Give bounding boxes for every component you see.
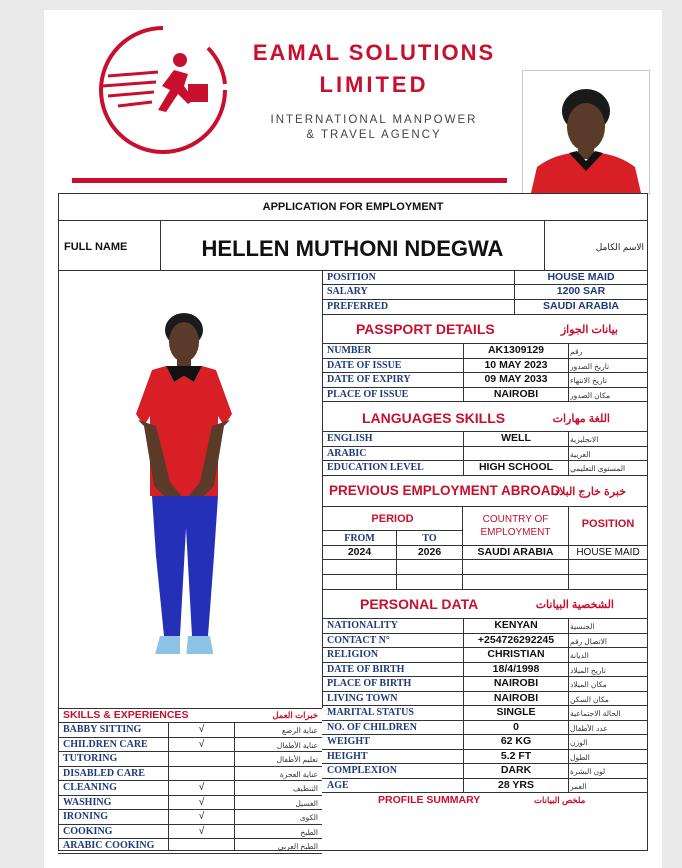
skill-label: COOKING: [63, 825, 113, 837]
skill-ar: عناية الرضع: [281, 726, 318, 735]
personal-rows-value: KENYAN: [494, 619, 538, 631]
country-header-l1: COUNTRY OF: [482, 514, 549, 525]
personal-rows-value: CHRISTIAN: [487, 648, 545, 660]
skills-title-ar: خبرات العمل: [272, 710, 318, 720]
personal-rows-label: AGE: [327, 779, 349, 791]
personal-rows-ar: الطول: [570, 752, 590, 762]
row-line: [322, 446, 648, 447]
personal-rows-value: NAIROBI: [493, 691, 539, 704]
skill-label: IRONING: [63, 811, 109, 822]
personal-rows-value: 62 KG: [500, 735, 532, 747]
form-title: APPLICATION FOR EMPLOYMENT: [262, 201, 444, 213]
personal-rows-label: PLACE OF BIRTH: [327, 678, 412, 689]
company-tagline2: & TRAVEL AGENCY: [306, 129, 442, 141]
full-name-value: HELLEN MUTHONI NDEGWA: [201, 236, 504, 261]
skill-label: BABBY SITTING: [63, 724, 142, 735]
skill-ar: الغسيل: [295, 798, 318, 808]
job-position-value: HOUSE MAID: [547, 271, 615, 283]
skill-check: √: [198, 724, 205, 735]
prev-position: HOUSE MAID: [576, 547, 640, 558]
personal-rows-ar: الوزن: [570, 738, 588, 747]
passport-section-title-ar: بيانات الجواز: [560, 324, 618, 336]
col-line: [463, 343, 464, 401]
personal-rows-ar: العمر: [570, 781, 587, 791]
passport-rows-label: NUMBER: [327, 345, 372, 356]
full-name-label: FULL NAME: [64, 241, 128, 253]
prev-from: 2024: [347, 546, 372, 558]
languages-section-title-ar: اللغة مهارات: [552, 413, 610, 425]
personal-rows-ar: الجنسية: [570, 622, 595, 631]
personal-rows-ar: الاتصال رقم: [570, 636, 607, 646]
skill-label: CLEANING: [63, 782, 117, 793]
skill-ar: الطبخ العربي: [277, 842, 318, 851]
language-rows-label: ARABIC: [327, 447, 367, 459]
header-red-bar: [72, 178, 507, 183]
language-rows-label: ENGLISH: [327, 433, 373, 444]
position-header: POSITION: [581, 518, 635, 530]
personal-rows-label: NO. OF CHILDREN: [327, 721, 417, 733]
language-rows-label: EDUCATION LEVEL: [327, 462, 424, 473]
personal-rows-label: LIVING TOWN: [327, 692, 398, 704]
skill-ar: الطبخ: [300, 827, 318, 837]
company-name-line1: EAMAL SOLUTIONS: [252, 40, 496, 65]
passport-rows-label: PLACE OF ISSUE: [327, 388, 409, 400]
period-header: PERIOD: [371, 513, 414, 525]
skill-ar: عناية العجزة: [279, 769, 318, 779]
passport-rows-label: DATE OF ISSUE: [327, 359, 402, 371]
skill-check: √: [198, 738, 205, 750]
passport-section-title: PASSPORT DETAILS: [356, 321, 495, 337]
personal-rows-value: 28 YRS: [498, 778, 534, 791]
company-logo: [88, 24, 238, 154]
personal-rows-label: DATE OF BIRTH: [327, 663, 405, 675]
skill-check: √: [198, 811, 205, 822]
job-position-label: POSITION: [327, 272, 376, 283]
language-rows-ar: المستوى التعليمي: [570, 464, 626, 473]
col-line: [568, 618, 569, 792]
company-name-line2: LIMITED: [319, 72, 429, 97]
passport-rows-ar: مكان الصدور: [570, 390, 611, 400]
job-preferred-label: PREFERRED: [327, 301, 389, 312]
language-rows-value: HIGH SCHOOL: [478, 461, 554, 473]
previous-employment-title-ar: خبرة خارج البلاد: [554, 486, 626, 498]
skills-title: SKILLS & EXPERIENCES: [63, 709, 189, 721]
personal-rows-ar: الحالة الاجتماعية: [570, 709, 621, 718]
job-salary-label: SALARY: [327, 286, 368, 297]
skill-label: CHILDREN CARE: [63, 738, 148, 750]
personal-rows-value: 18/4/1998: [492, 662, 540, 675]
skill-ar: عناية الأطفال: [276, 740, 318, 750]
prev-to: 2026: [417, 546, 442, 558]
prev-country: SAUDI ARABIA: [477, 546, 554, 558]
personal-rows-label: HEIGHT: [327, 750, 368, 762]
skill-check: √: [198, 782, 205, 793]
personal-rows-ar: عدد الأطفال: [570, 723, 608, 733]
personal-rows-ar: لون البشرة: [570, 767, 606, 776]
personal-rows-label: MARITAL STATUS: [327, 707, 414, 718]
country-header-l2: EMPLOYMENT: [480, 527, 551, 538]
row-line: [322, 792, 648, 793]
personal-section-title-ar: الشخصية البيانات: [535, 599, 614, 611]
passport-photo: [522, 70, 650, 194]
skill-label: ARABIC COOKING: [63, 840, 155, 851]
passport-rows-value: NAIROBI: [493, 387, 539, 400]
previous-employment-title: PREVIOUS EMPLOYMENT ABROAD: [329, 483, 561, 498]
passport-rows-ar: رقم: [570, 347, 583, 356]
row-line: [58, 853, 322, 854]
passport-rows-ar: تاريخ الانتهاء: [570, 376, 607, 385]
passport-rows-ar: تاريخ الصدور: [570, 361, 610, 371]
language-rows-value: WELL: [501, 432, 531, 444]
skill-check: √: [198, 796, 205, 808]
row-line: [322, 401, 648, 402]
skill-ar: التنظيف: [292, 784, 318, 793]
full-body-photo: [114, 306, 254, 676]
languages-section-title: LANGUAGES SKILLS: [362, 410, 506, 426]
personal-rows-ar: مكان السكن: [570, 694, 609, 704]
personal-rows-label: COMPLEXION: [327, 765, 397, 776]
personal-rows-label: WEIGHT: [327, 736, 370, 747]
personal-rows-label: NATIONALITY: [327, 620, 398, 631]
personal-rows-ar: مكان الميلاد: [570, 680, 607, 689]
skill-label: TUTORING: [63, 753, 118, 764]
row-line: [322, 475, 648, 476]
personal-rows-value: SINGLE: [496, 706, 536, 718]
personal-rows-value: +254726292245: [477, 633, 555, 646]
job-salary-value: 1200 SAR: [556, 285, 606, 297]
to-header: TO: [422, 533, 437, 544]
passport-rows-value: 10 MAY 2023: [484, 358, 548, 371]
passport-rows-value: 09 MAY 2033: [484, 373, 548, 385]
col-line: [568, 431, 569, 475]
passport-rows-label: DATE OF EXPIRY: [327, 374, 411, 385]
application-page: [44, 10, 662, 868]
skill-ar: الكوى: [299, 813, 318, 822]
col-line: [463, 431, 464, 475]
language-rows-ar: الانجليزية: [570, 435, 599, 444]
skill-label: WASHING: [63, 796, 112, 808]
skill-ar: تعليم الأطفال: [276, 755, 318, 764]
profile-summary-ar: ملخص البيانات: [534, 795, 586, 805]
personal-rows-ar: الديانة: [570, 651, 589, 660]
skill-check: √: [198, 825, 205, 837]
personal-rows-value: NAIROBI: [493, 677, 539, 689]
col-line: [463, 618, 464, 792]
personal-rows-value: DARK: [500, 764, 532, 776]
passport-rows-value: AK1309129: [487, 344, 545, 356]
personal-rows-label: CONTACT N°: [327, 634, 390, 646]
personal-rows-label: RELIGION: [327, 649, 379, 660]
personal-rows-value: 5.2 FT: [500, 749, 532, 762]
full-name-ar: الاسم الكامل: [595, 242, 644, 252]
language-rows-ar: العربية: [570, 449, 591, 459]
personal-rows-value: 0: [513, 720, 519, 733]
from-header: FROM: [344, 533, 375, 544]
personal-rows-ar: تاريخ الميلاد: [570, 665, 606, 675]
personal-section-title: PERSONAL DATA: [360, 596, 479, 612]
company-tagline1: INTERNATIONAL MANPOWER: [270, 114, 478, 126]
profile-summary-label: PROFILE SUMMARY: [378, 794, 481, 806]
skill-label: DISABLED CARE: [63, 767, 145, 779]
job-preferred-value: SAUDI ARABIA: [542, 300, 620, 312]
col-line: [568, 343, 569, 401]
